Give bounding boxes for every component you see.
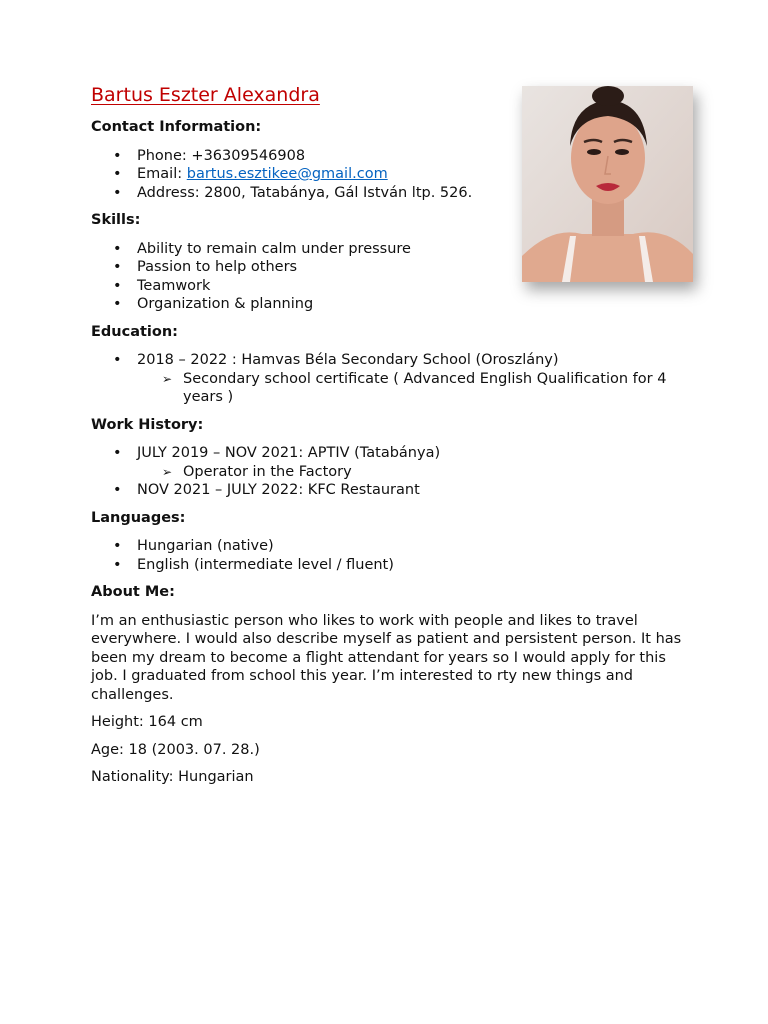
contact-list — [91, 147, 691, 203]
work-list-2 — [91, 481, 691, 500]
list-item: • Teamwork — [113, 277, 211, 294]
list-item: • English (intermediate level / fluent) — [113, 556, 394, 573]
list-item: • NOV 2021 – JULY 2022: KFC Restaurant — [113, 482, 420, 498]
cv-content — [91, 118, 691, 796]
list-item: ➢ Secondary school certificate ( Advanced English Qualification for 4 years ) — [162, 370, 667, 405]
height-text: Height: 164 cm — [91, 714, 203, 730]
list-item: • 2018 – 2022 : Hamvas Béla Secondary School (Oroszlány) — [113, 352, 559, 368]
about-heading: About Me: — [91, 584, 175, 600]
arrow-bullet-icon: ➢ — [162, 371, 173, 386]
about-text: I’m an enthusiastic person who likes to work with people and likes to travel everywhere. I would also describe myself as patient and persistent person. It has been my dream to become a flight attendant for years so I would apply for this job. I graduated from school this year. I’m interested to rty new things and challenges. — [91, 612, 682, 703]
languages-list — [91, 537, 691, 574]
education-heading: Education: — [91, 323, 178, 340]
list-item: ➢ Operator in the Factory — [162, 463, 352, 480]
languages-heading: Languages: — [91, 509, 186, 526]
education-list — [91, 351, 691, 370]
nationality-text: Nationality: Hungarian — [91, 769, 254, 785]
skills-heading: Skills: — [91, 212, 141, 228]
email-link[interactable]: bartus.esztikee@gmail.com — [186, 166, 388, 182]
arrow-bullet-icon: ➢ — [162, 464, 173, 479]
skills-list — [91, 240, 691, 314]
work-sublist — [91, 463, 691, 482]
list-item: • Organization & planning — [113, 296, 314, 312]
list-item: • Ability to remain calm under pressure — [113, 240, 411, 257]
list-item: • Phone: +36309546908 — [113, 147, 306, 164]
list-item: • Hungarian (native) — [113, 538, 274, 554]
phone-value: +36309546908 — [191, 147, 306, 164]
cv-name: Bartus Eszter Alexandra — [91, 84, 320, 106]
work-list — [91, 444, 691, 463]
address-value: 2800, Tatabánya, Gál István ltp. 526. — [204, 184, 473, 201]
list-item: • Address: 2800, Tatabánya, Gál István ltp. 526. — [113, 184, 473, 201]
contact-heading: Contact Information: — [91, 119, 262, 135]
work-heading: Work History: — [91, 416, 204, 433]
education-sublist — [91, 370, 691, 407]
list-item: • JULY 2019 – NOV 2021: APTIV (Tatabánya) — [113, 445, 441, 461]
list-item: • Email: bartus.esztikee@gmail.com — [113, 166, 388, 182]
age-text: Age: 18 (2003. 07. 28.) — [91, 741, 260, 758]
list-item: • Passion to help others — [113, 259, 298, 275]
